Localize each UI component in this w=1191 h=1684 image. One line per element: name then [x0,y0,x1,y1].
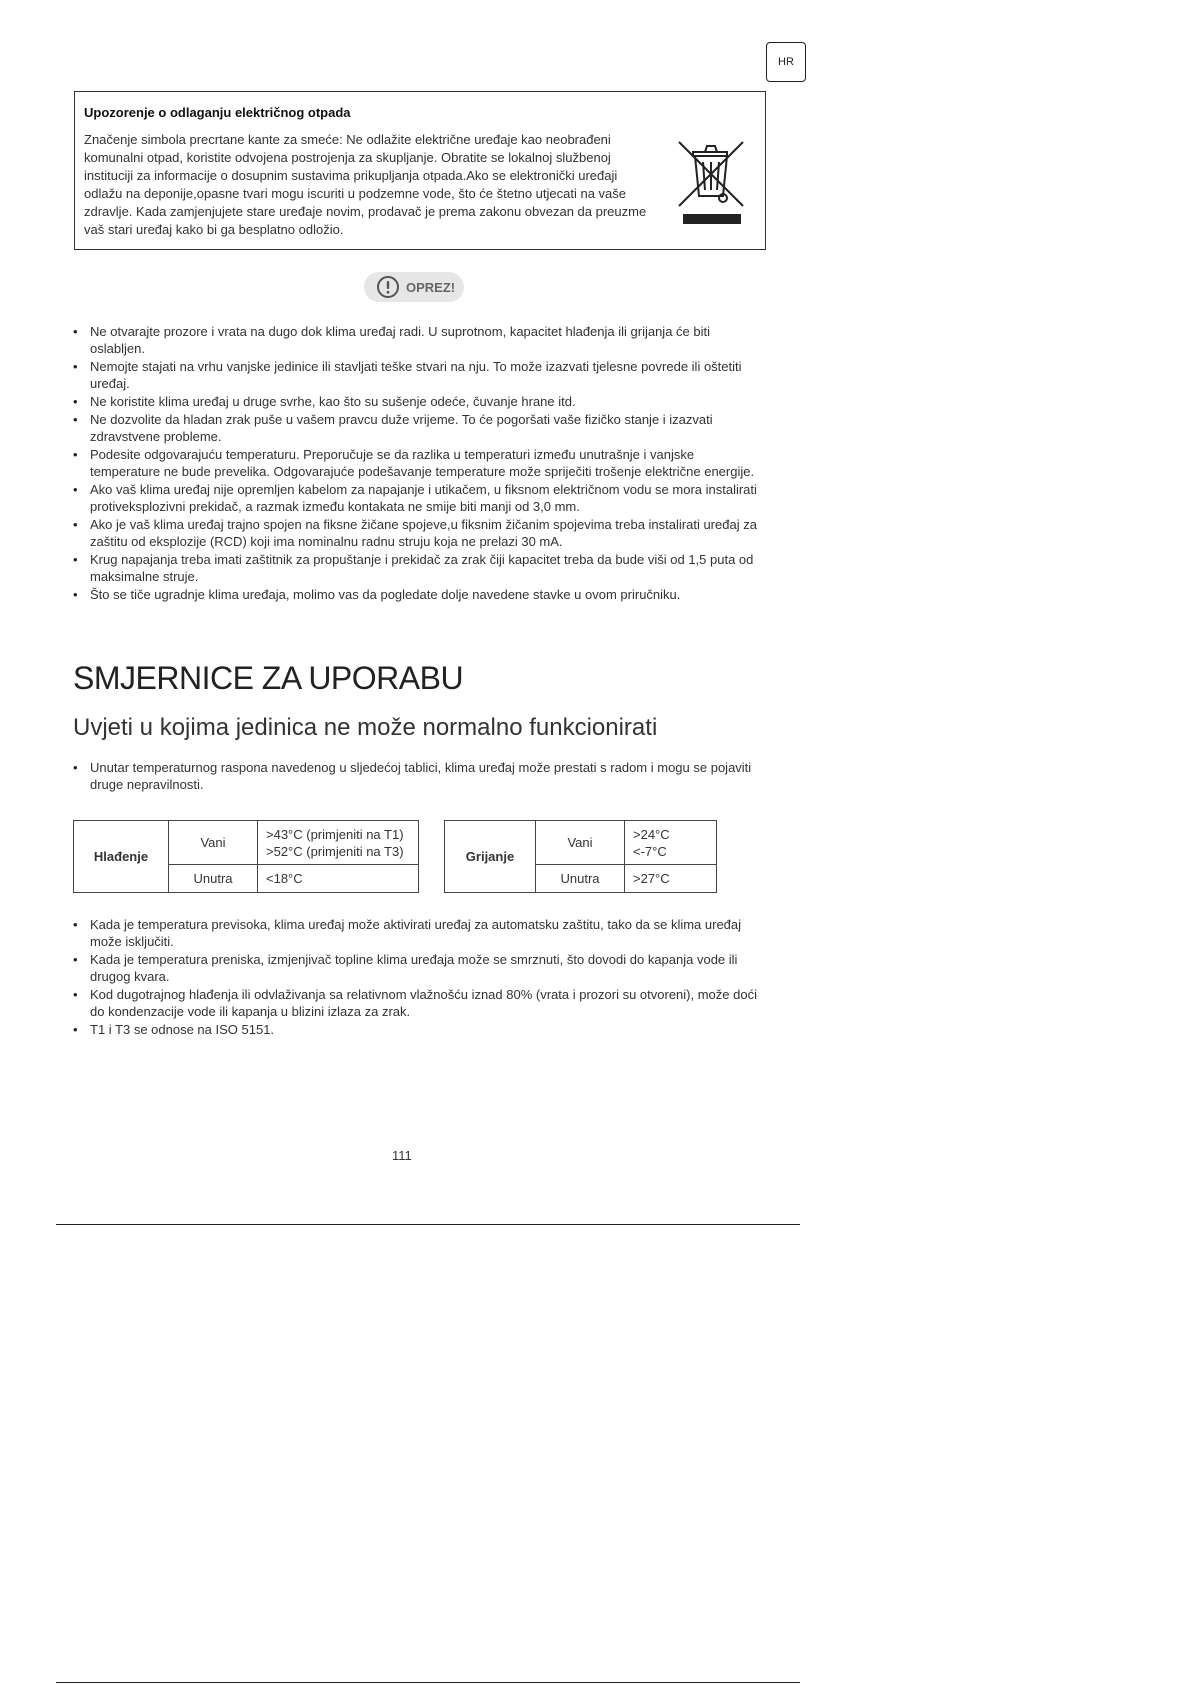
list-item: • Krug napajanja treba imati zaštitnik za propuštanje i prekidač za zrak čiji kapacitet treba da bude viši od 1,5 puta od maksimalne struje. [73,551,766,585]
list-item: • Ne dozvolite da hladan zrak puše u vašem pravcu duže vrijeme. To će pogoršati vaše fizičko stanje i izazvati zdravstvene probleme. [73,411,766,445]
cooling-outside-label: Vani [169,821,258,865]
cooling-conditions-table [73,820,419,893]
heating-outside-value-2: <-7°C [633,843,667,859]
heating-outside-value-1: >24°C [633,826,670,842]
list-item: • Kada je temperatura preniska, izmjenjivač topline klima uređaja može se smrznuti, što dovodi do kapanja vode ili drugog kvara. [73,951,766,985]
bottom-divider [56,1682,800,1683]
cooling-outside-values [258,821,419,865]
heating-mode-cell: Grijanje [445,821,536,893]
list-item: • Ako vaš klima uređaj nije opremljen kabelom za napajanje i utikačem, u fiksnom električnom vodu se mora instalirati protiveksplozivni prekidač, a razmak između kontakata ne smije biti manji od 3,0 mm. [73,481,766,515]
exclamation-circle-icon [376,275,400,299]
cooling-inside-value: <18°C [258,865,419,893]
page-number: 111 [392,1148,412,1163]
list-item: • Kod dugotrajnog hlađenja ili odvlaživanja sa relativnom vlažnošću iznad 80% (vrata i prozori su otvoreni), može doći do kondenzacije vode ili kapanja u blizini izlaza za zrak. [73,986,766,1020]
weee-warning-box [74,91,766,250]
weee-title: Upozorenje o odlaganju električnog otpada [84,105,351,120]
list-item: • Unutar temperaturnog raspona navedenog u sljedećoj tablici, klima uređaj može prestati s radom i mogu se pojaviti druge nepravilnosti. [73,759,766,793]
cooling-mode-cell: Hlađenje [74,821,169,893]
heating-conditions-table [444,820,717,893]
caution-list [73,323,766,604]
list-item: • Što se tiče ugradnje klima uređaja, molimo vas da pogledate dolje navedene stavke u ovom priručniku. [73,586,766,603]
heating-outside-values [625,821,717,865]
cooling-outside-value-1: >43°C (primjeniti na T1) [266,826,404,842]
list-item: • Kada je temperatura previsoka, klima uređaj može aktivirati uređaj za automatsku zaštitu, tako da se klima uređaj može isključiti. [73,916,766,950]
crossed-out-wheelie-bin-icon [675,134,747,226]
usage-intro-list [73,759,766,794]
list-item: • Ako je vaš klima uređaj trajno spojen na fiksne žičane spojeve,u fiksnim žičanim spojevima treba instalirati uređaj za zaštitu od eksplozije (RCD) koji ima nominalnu radnu struju koja ne prelazi 30 mA. [73,516,766,550]
language-badge: HR [766,42,806,82]
list-item: • T1 i T3 se odnose na ISO 5151. [73,1021,766,1038]
cooling-outside-value-2: >52°C (primjeniti na T3) [266,843,404,859]
section-subtitle: Uvjeti u kojima jedinica ne može normalno funkcionirati [73,714,658,741]
list-item: • Nemojte stajati na vrhu vanjske jedinice ili stavljati teške stvari na nju. To može izazvati tjelesne povrede ili oštetiti uređaj. [73,358,766,392]
caution-badge [364,272,464,302]
heating-inside-value: >27°C [625,865,717,893]
cooling-inside-label: Unutra [169,865,258,893]
conditions-notes-list [73,916,766,1039]
list-item: • Podesite odgovarajuću temperaturu. Preporučuje se da razlika u temperaturi između unutrašnje i vanjske temperature ne bude prevelika. Odgovarajuće podešavanje temperature može spriječiti trošenje električne energije. [73,446,766,480]
heating-outside-label: Vani [536,821,625,865]
weee-text: Značenje simbola precrtane kante za smeće: Ne odlažite električne uređaje kao neobrađeni komunalni otpad, koristite odvojena postrojenja za skupljanje. Obratite se lokalnoj službenoj instituciji za informacije o dosupnim sustavima prikupljanja otpada.Ako se elektronički uređaji odlažu na deponije,opasne tvari mogu iscuriti u podzemne vode, što će štetno utjecati na vaše zdravlje. Kada zamjenjujete stare uređaje novim, prodavač je prema zakonu obvezan da preuzme vaš stari uređaj kako bi ga besplatno odložio. [84,132,647,237]
list-item: • Ne koristite klima uređaj u druge svrhe, kao što su sušenje odeće, čuvanje hrane itd. [73,393,766,410]
section-title: SMJERNICE ZA UPORABU [73,660,464,696]
page-divider [56,1224,800,1225]
heating-inside-label: Unutra [536,865,625,893]
list-item: • Ne otvarajte prozore i vrata na dugo dok klima uređaj radi. U suprotnom, kapacitet hlađenja ili grijanja će biti oslabljen. [73,323,766,357]
caution-label: OPREZ! [406,279,456,295]
